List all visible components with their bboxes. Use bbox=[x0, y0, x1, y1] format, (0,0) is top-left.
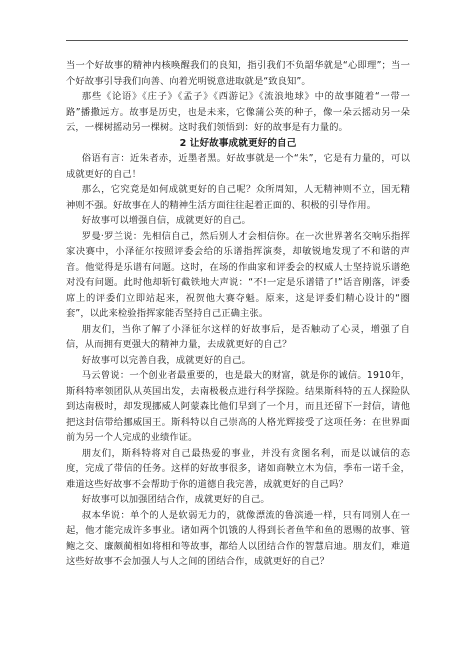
paragraph-scott: 马云曾说：一个创业者最重要的，也是最大的财富，就是你的诚信。1910年，斯科特率领团队从英国出发，去南极极点进行科学探险。结果斯科特的五人探险队到达南极时，却发现挪威人阿蒙森比他们早到了一个月，而且还留下一封信，请他把这封信带给挪威国王。斯科特以自己崇高的人格光辉接受了这项任务：在世界面前为另一个人完成的业绩作证。 bbox=[66, 370, 410, 443]
subheading-self-improvement: 好故事可以完善自我，成就更好的自己。 bbox=[81, 354, 251, 366]
paragraph-classics: 那些《论语》《庄子》《孟子》《西游记》《流浪地球》中的故事随着“一带一路”播撒远方。故事是历史，也是未来，它像蒲公英的种子，像一朵云摇动另一朵云，一棵树摇动另一棵树。这时我们领悟到：好的故事是有力量的。 bbox=[66, 91, 410, 133]
subheading-confidence: 好故事可以增强自信，成就更好的自己。 bbox=[81, 215, 251, 226]
paragraph-zhiliangzhi: 当一个好故事的精神内核唤醒我们的良知，指引我们不负韶华就是“心即理”；当一个好故事引导我们向善、向着光明锐意进取就是“致良知”。 bbox=[66, 60, 410, 87]
paragraph-spirit: 那么，它究竟是如何成就更好的自己呢？众所周知，人无精神则不立，国无精神则不强。好故事在人的精神生活方面往往起着正面的、积极的引导作用。 bbox=[66, 184, 410, 211]
paragraph-ozawa: 罗曼·罗兰说：先相信自己，然后别人才会相信你。在一次世界著名交响乐指挥家决赛中，小泽征尔按照评委会给的乐谱指挥演奏，却敏锐地发现了不和谐的声音。他觉得是乐谱有问题。这时，在场的作曲家和评委会的权威人士坚持说乐谱绝对没有问题。此时他却斩钉截铁地大声说：“不!一定是乐谱错了!”话音刚落，评委席上的评委们立即站起来，祝贺他大赛夺魁。原来，这是评委们精心设计的“圈套”，以此来检验指挥家能否坚持自己正确主张。 bbox=[66, 230, 410, 319]
paragraph-scott-reflection: 朋友们，斯科特将对自己最热爱的事业，并没有贪图名利，而是以诚信的态度，完成了带信的任务。这样的好故事很多，诸如商鞅立木为信，季布一诺千金，难道这些好故事不会帮助于你的道德自我完善，成就更好的自己吗？ bbox=[66, 447, 410, 490]
paragraph-ozawa-reflection: 朋友们，当你了解了小泽征尔这样的好故事后，是否触动了心灵，增强了自信，从而拥有更强大的精神力量，去成就更好的自己？ bbox=[66, 323, 410, 350]
paragraph-proverb: 俗语有言：近朱者赤，近墨者黑。好故事就是一个“朱”，它是有力量的，可以成就更好的自己！ bbox=[66, 153, 410, 180]
header-rule bbox=[66, 40, 408, 41]
subheading-cooperation: 好故事可以加强团结合作，成就更好的自己。 bbox=[81, 494, 270, 505]
section-heading: 2 让好故事成就更好的自己 bbox=[179, 137, 297, 149]
paragraph-schopenhauer: 叔本华说：单个的人是软弱无力的，就像漂流的鲁滨逊一样，只有同别人在一起，他才能完成许多事业。诸如两个饥饿的人得到长者鱼竿和鱼的恩赐的故事、管鲍之交、廉颇蔺相如将相和等故事，都给人以团结合作的智慧启迪。朋友们，难道这些好故事不会加强人与人之间的团结合作，成就更好的自己？ bbox=[66, 509, 410, 567]
document-body bbox=[66, 58, 410, 570]
